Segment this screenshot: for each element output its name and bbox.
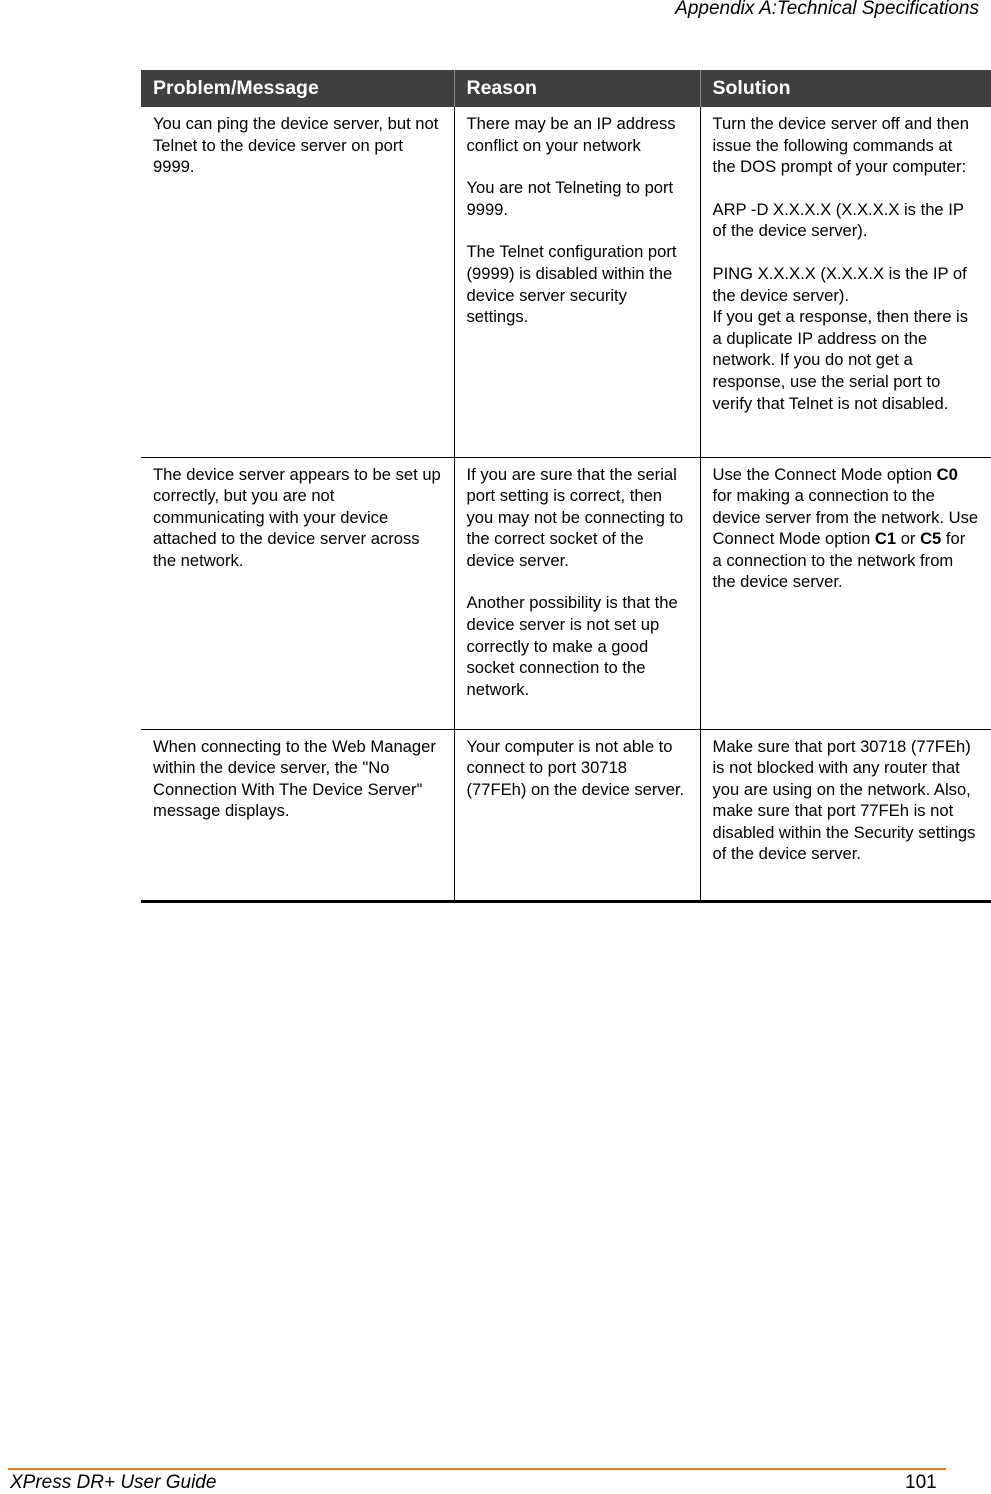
header-solution: Solution	[700, 70, 991, 107]
solution-text-part: or	[896, 529, 921, 549]
solution-text: Make sure that port 30718 (77FEh) is not blocked with any router that you are using on the network. Also, make sure that port 77FEh is not disabled within the Security settings of the device server.	[712, 736, 976, 864]
cell-solution	[700, 107, 991, 457]
cell-problem	[141, 729, 454, 901]
reason-text: The Telnet configuration port (9999) is disabled within the device server security settings.	[466, 242, 677, 327]
header-reason: Reason	[454, 70, 700, 107]
footer-guide-title: XPress DR+ User Guide	[10, 1472, 217, 1493]
connect-mode-c1: C1	[874, 529, 897, 549]
reason-text: Your computer is not able to connect to port 30718 (77FEh) on the device server.	[466, 736, 685, 799]
table-row	[141, 457, 991, 729]
cell-solution	[700, 457, 991, 729]
reason-text: There may be an IP address conflict on your network	[466, 114, 676, 155]
footer-divider	[8, 1468, 946, 1470]
reason-text: If you are sure that the serial port setting is correct, then you may not be connecting to the correct socket of the device server.	[466, 464, 684, 570]
page-number: 101	[905, 1472, 937, 1493]
page-header-title: Appendix A:Technical Specifications	[675, 0, 979, 19]
problem-text: You can ping the device server, but not Telnet to the device server on port 9999.	[153, 114, 439, 177]
solution-text: If you get a response, then there is a duplicate IP address on the network. If you do not get a response, use the serial port to verify that Telnet is not disabled.	[712, 307, 969, 413]
solution-text-part: for a connection to the network from the device server.	[712, 529, 966, 592]
cell-problem	[141, 457, 454, 729]
problem-text: The device server appears to be set up correctly, but you are not communicating with your device attached to the device server across the network.	[153, 464, 441, 570]
header-problem: Problem/Message	[141, 70, 454, 107]
solution-text: ARP -D X.X.X.X (X.X.X.X is the IP of the device server).	[712, 199, 964, 241]
table-row	[141, 107, 991, 457]
troubleshooting-table	[141, 70, 991, 903]
table-header-row	[141, 70, 991, 107]
solution-text: Turn the device server off and then issue the following commands at the DOS prompt of your computer:	[712, 114, 969, 177]
connect-mode-c0: C0	[936, 464, 958, 484]
cell-solution	[700, 729, 991, 901]
reason-text: You are not Telneting to port 9999.	[466, 178, 674, 219]
cell-reason	[454, 457, 700, 729]
cell-reason	[454, 729, 700, 901]
reason-text: Another possibility is that the device server is not set up correctly to make a good socket connection to the network.	[466, 593, 678, 699]
solution-text	[713, 464, 980, 594]
cell-reason	[454, 107, 700, 457]
table-row	[141, 729, 991, 901]
solution-text-part: Use the Connect Mode option	[712, 464, 937, 484]
solution-text: PING X.X.X.X (X.X.X.X is the IP of the device server).	[712, 263, 967, 305]
solution-text-part: for making a connection to the device server from the network. Use Connect Mode option	[712, 486, 979, 549]
connect-mode-c5: C5	[920, 529, 942, 549]
problem-text: When connecting to the Web Manager within the device server, the "No Connection With The Device Server" message displays.	[153, 736, 436, 821]
cell-problem	[141, 107, 454, 457]
